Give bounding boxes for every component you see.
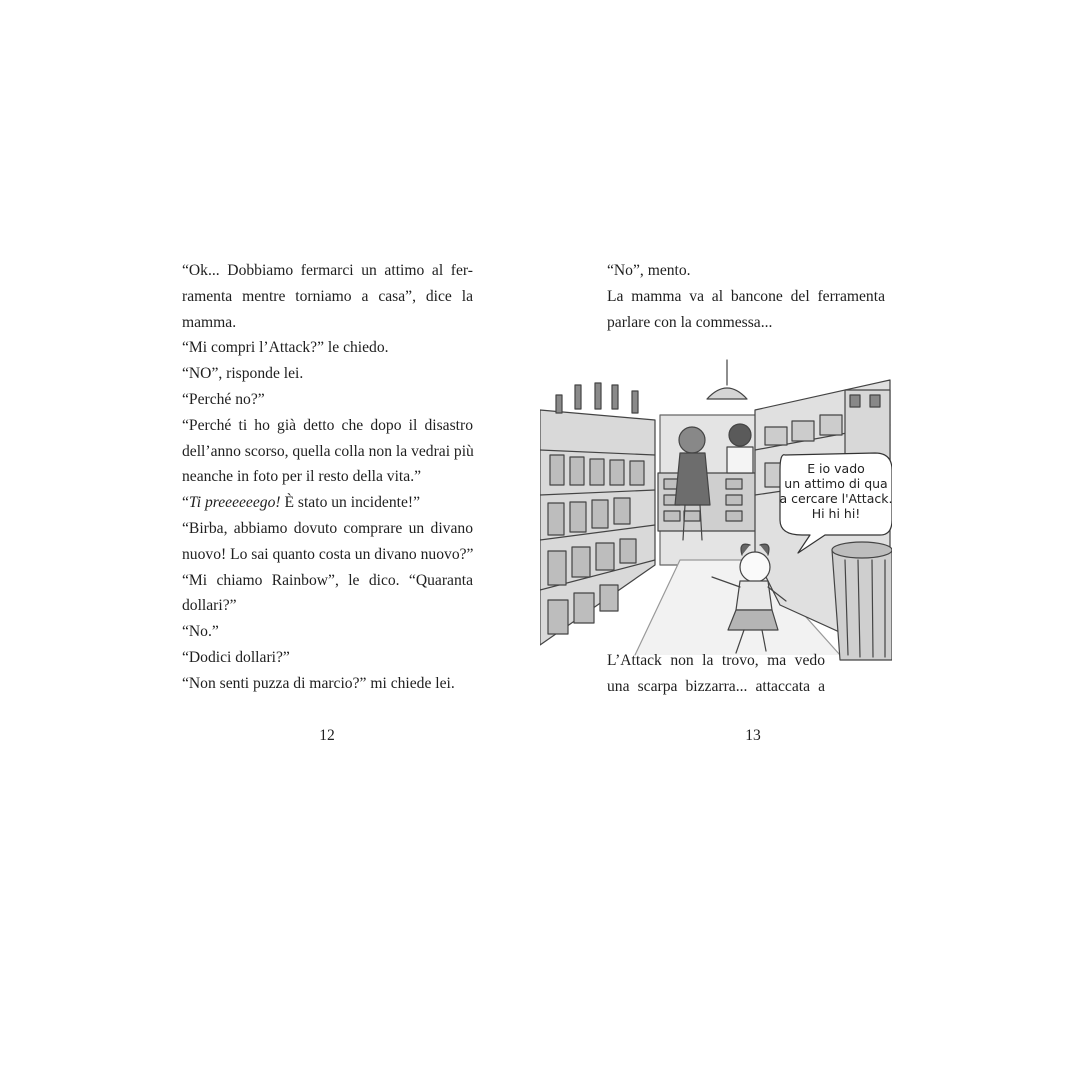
hardware-store-illustration: [540, 355, 892, 665]
text-line: “Non senti puzza di marcio?” mi chiede lei.: [182, 674, 455, 692]
speech-line: E io vado: [807, 461, 865, 476]
text-line: La mamma va al bancone del ferramenta: [607, 287, 885, 305]
quote-mark: “: [182, 494, 189, 512]
left-page: [182, 258, 473, 697]
text-line: neanche in foto per il resto della vita.”: [182, 468, 422, 486]
text-line: “Dodici dollari?”: [182, 648, 290, 666]
text-line: una scarpa bizzarra... attaccata a: [607, 677, 825, 695]
text-line: “Ok... Dobbiamo fermarci un attimo al fer-: [182, 262, 473, 279]
text-line: “Birba, abbiamo dovuto comprare un divano: [182, 519, 473, 537]
text-line: “Perché ti ho già detto che dopo il disastro: [182, 416, 473, 434]
text-line: L’Attack non la trovo, ma vedo: [607, 652, 825, 669]
text-line: dell’anno scorso, quella colla non la vedrai più: [182, 442, 474, 460]
page-number-left: 12: [319, 727, 335, 744]
text-line: ramenta mentre torniamo a casa”, dice la: [182, 287, 473, 305]
text-line: “No.”: [182, 623, 219, 641]
text-line: mamma.: [182, 313, 237, 331]
right-page-bottom: [607, 648, 825, 700]
text-line: parlare con la commessa...: [607, 313, 773, 331]
text-line: “Mi compri l’Attack?” le chiedo.: [182, 339, 389, 357]
text-line: “No”, mento.: [607, 262, 691, 279]
speech-line: Hi hi hi!: [811, 506, 861, 521]
text-line: [182, 490, 473, 516]
text-line: “Mi chiamo Rainbow”, le dico. “Quaranta: [182, 571, 473, 589]
speech-line: a cercare l'Attack.: [779, 491, 892, 506]
text-line: dollari?”: [182, 597, 237, 615]
text-line: nuovo! Lo sai quanto costa un divano nuovo?”: [182, 545, 474, 563]
italic-text: Ti preeeeeego!: [188, 494, 281, 512]
right-page-top: [607, 258, 885, 335]
text-line-rest: È stato un incidente!”: [284, 494, 421, 512]
text-line: “Perché no?”: [182, 390, 265, 408]
text-line: “NO”, risponde lei.: [182, 365, 304, 383]
page-number-right: 13: [745, 727, 761, 744]
speech-line: un attimo di qua: [784, 476, 888, 491]
